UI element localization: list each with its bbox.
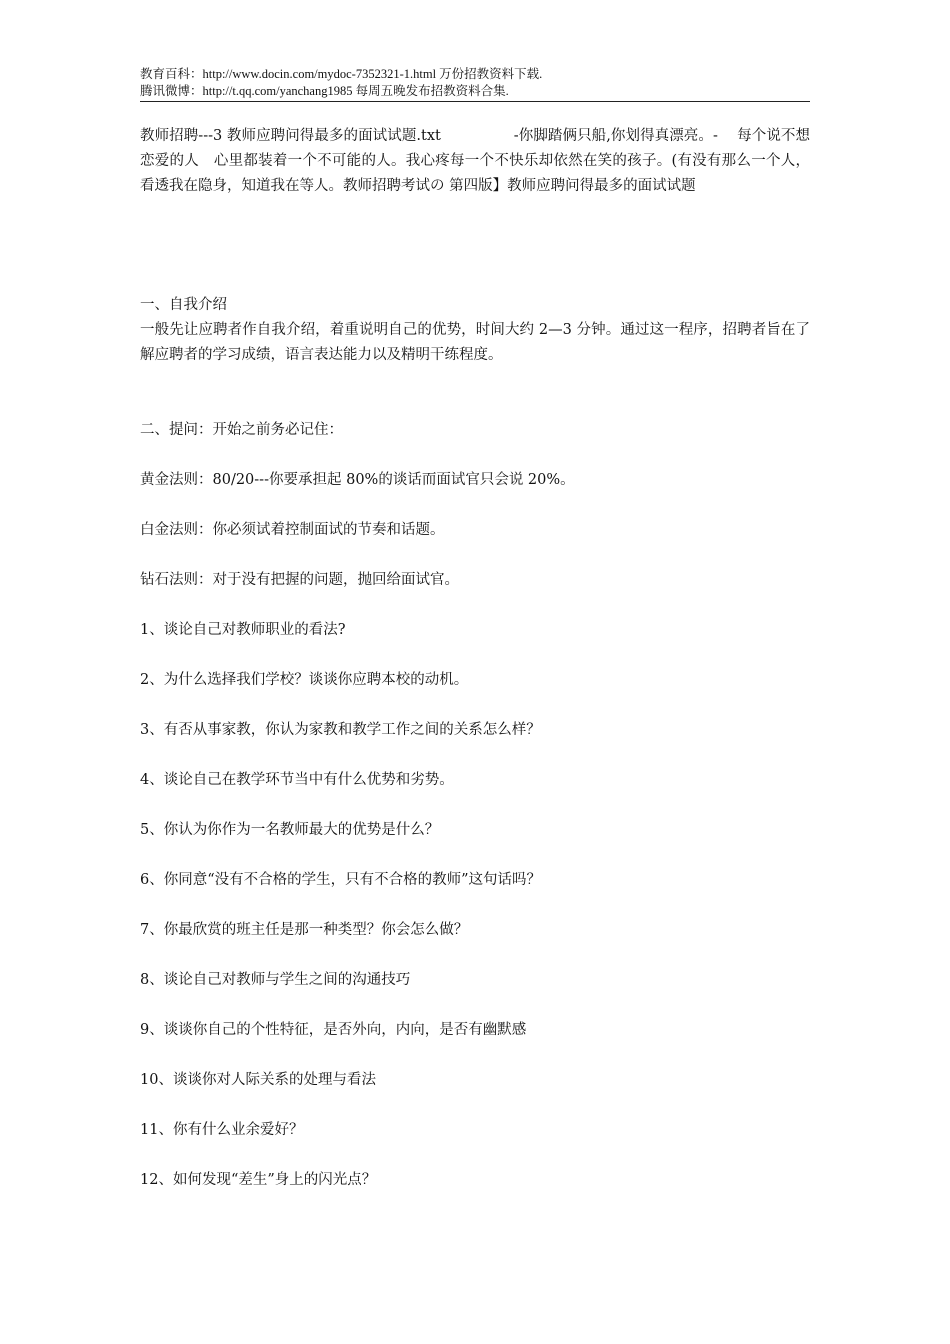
question-item: 11、你有什么业余爱好？ <box>140 1122 304 1138</box>
rule-platinum: 白金法则：你必须试着控制面试的节奏和话题。 <box>140 522 445 538</box>
question-item: 7、你最欣赏的班主任是那一种类型？你会怎么做？ <box>140 922 469 938</box>
section-questions-title: 二、提问：开始之前务必记住： <box>140 422 343 438</box>
spacer <box>140 368 810 418</box>
question-item: 8、谈论自己对教师与学生之间的沟通技巧 <box>140 972 411 988</box>
header-line-weibo: 腾讯微博：http://t.qq.com/yanchang1985 每周五晚发布招教资料合集. <box>140 84 509 98</box>
question-item: 6、你同意“没有不合格的学生，只有不合格的教师”这句话吗？ <box>140 872 542 888</box>
page-header <box>140 66 810 100</box>
question-item: 2、为什么选择我们学校？谈谈你应聘本校的动机。 <box>140 672 469 688</box>
rule-golden: 黄金法则：80/20---你要承担起 80%的谈话而面试官只会说 20%。 <box>140 472 575 488</box>
question-item: 3、有否从事家教，你认为家教和教学工作之间的关系怎么样？ <box>140 722 541 738</box>
question-item: 4、谈论自己在教学环节当中有什么优势和劣势。 <box>140 772 454 788</box>
document-body <box>140 124 810 1193</box>
question-item: 10、谈谈你对人际关系的处理与看法 <box>140 1072 376 1088</box>
header-line-docin: 教育百科：http://www.docin.com/mydoc-7352321-1.html 万份招教资料下载. <box>140 67 543 81</box>
spacer <box>140 199 810 293</box>
question-item: 5、你认为你作为一名教师最大的优势是什么？ <box>140 822 440 838</box>
section-self-intro-body: 一般先让应聘者作自我介绍，着重说明自己的优势，时间大约 2—3 分钟。通过这一程序，招聘者旨在了解应聘者的学习成绩，语言表达能力以及精明干练程度。 <box>140 322 810 363</box>
rules-and-questions-list <box>140 468 810 1193</box>
rule-diamond: 钻石法则：对于没有把握的问题，抛回给面试官。 <box>140 572 459 588</box>
header-divider <box>140 101 810 102</box>
section-self-intro-title: 一、自我介绍 <box>140 297 227 313</box>
intro-paragraph: 教师招聘---3 教师应聘问得最多的面试试题.txt -你脚踏俩只船,你划得真漂亮。- 每个说不想恋爱的人 心里都装着一个不可能的人。我心疼每一个不快乐却依然在笑的孩子。(有没有那么一个人，看透我在隐身，知道我在等人。教师招聘考试の 第四版】教师应聘问得最多的面试试题 <box>140 128 810 194</box>
question-item: 9、谈谈你自己的个性特征，是否外向，内向，是否有幽默感 <box>140 1022 527 1038</box>
question-item: 1、谈论自己对教师职业的看法? <box>140 622 346 638</box>
question-item: 12、如何发现“差生”身上的闪光点？ <box>140 1172 377 1188</box>
